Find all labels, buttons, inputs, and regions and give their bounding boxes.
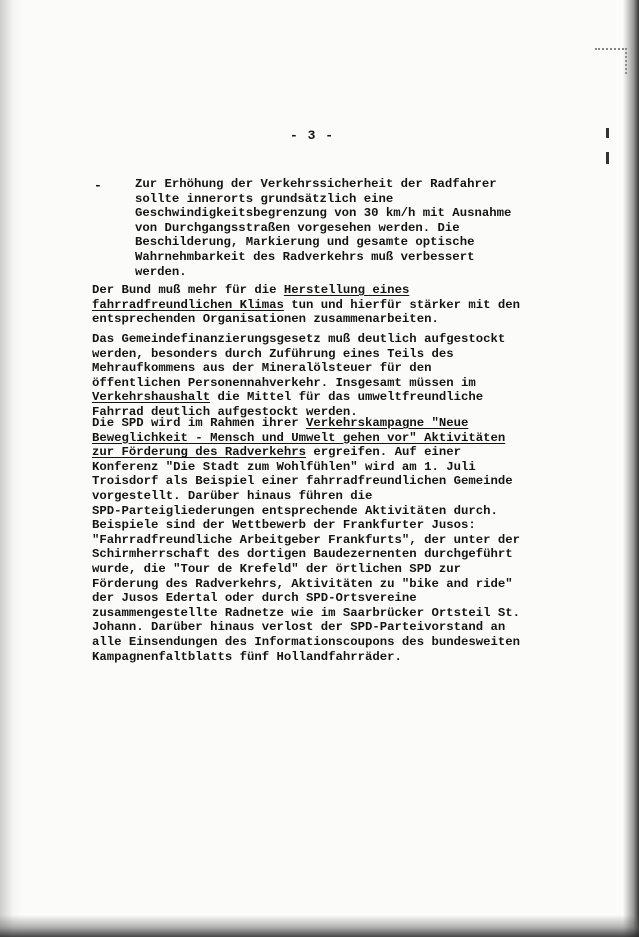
text-segment: Die SPD wird im Rahmen ihrer [92,416,307,430]
text-line: "Fahrradfreundliche Arbeitgeber Frankfurts", der unter der [92,532,521,547]
text-line: der Jusos Edertal oder durch SPD-Ortsvereine [92,591,417,606]
text-line: Wahrnehmbarkeit des Radverkehrs muß verbessert [135,249,475,264]
margin-tick [606,152,609,164]
text-line: Kampagnenfaltblatts fünf Hollandfahrräder. [92,649,402,664]
text-line: Beispiele sind der Wettbewerb der Frankfurter Jusos: [92,518,476,533]
text-line: Fahrrad deutlich aufgestockt werden. [92,404,358,419]
text-line: Beschilderung, Markierung und gesamte optische [135,235,475,250]
text-line: Mehraufkommens aus der Mineralölsteuer für den [92,361,432,376]
underlined-text: zur Förderung des Radverkehrs [92,445,307,460]
margin-tick [606,128,609,138]
text-line: Johann. Darüber hinaus verlost der SPD-Parteivorstand an [92,620,506,635]
text-line: vorgestellt. Darüber hinaus führen die [92,488,373,503]
bullet-dash: - [94,178,102,193]
underlined-text: Herstellung eines [283,283,410,297]
bullet-paragraph [135,177,511,279]
text-line: entsprechenden Organisationen zusammenarbeiten. [92,312,439,327]
text-line: Geschwindigkeitsbegrenzung von 30 km/h mit Ausnahme [135,206,512,221]
paragraph-bund [92,283,520,327]
scan-edge-right [623,0,639,937]
text-line: öffentlichen Personennahverkehr. Insgesamt müssen im [92,375,476,390]
scan-edge-left [0,0,22,937]
text-line: Schirmherrschaft des dortigen Baudezernenten durchgeführt [92,547,513,562]
text-line: sollte innerorts grundsätzlich eine [135,191,394,206]
text-line: wurde, die "Tour de Krefeld" der örtlichen SPD zur [92,561,461,576]
text-segment: tun und hierfür stärker mit den [283,297,521,312]
text-segment: Der Bund muß mehr für die [92,283,284,297]
text-line: Konferenz "Die Stadt zum Wohlfühlen" wird am 1. Juli [92,459,476,474]
text-line: von Durchgangsstraßen vorgesehen werden. Die [135,220,460,235]
text-line: Troisdorf als Beispiel einer fahrradfreundlichen Gemeinde [92,474,513,489]
text-line: werden. [135,264,187,279]
scan-corner-mark [595,48,627,74]
text-segment: ergreifen. Auf einer [306,445,461,460]
text-line: SPD-Parteigliederungen entsprechende Aktivitäten durch. [92,503,498,518]
paragraph-spd-kampagne [92,416,520,664]
text-line: alle Einsendungen des Informationscoupons des bundesweiten [92,634,521,649]
scan-edge-bottom [0,915,639,937]
text-line: Zur Erhöhung der Verkehrssicherheit der Radfahrer [135,177,497,191]
underlined-text: Beweglichkeit - Mensch und Umwelt gehen vor" Aktivitäten [92,430,506,445]
paragraph-gemeindefinanzierung [92,332,505,420]
text-line: werden, besonders durch Zuführung eines Teils des [92,346,454,361]
text-segment: die Mittel für das umweltfreundliche [210,390,484,405]
text-line: Förderung des Radverkehrs, Aktivitäten zu "bike and ride" [92,576,513,591]
page-number: - 3 - [290,128,335,143]
text-line: Das Gemeindefinanzierungsgesetz muß deutlich aufgestockt [92,332,506,346]
underlined-text: fahrradfreundlichen Klimas [92,297,284,312]
text-line: zusammengestellte Radnetze wie im Saarbrücker Ortsteil St. [92,605,521,620]
underlined-text: Verkehrshaushalt [92,390,211,405]
underlined-text: Verkehrskampagne "Neue [306,416,469,430]
